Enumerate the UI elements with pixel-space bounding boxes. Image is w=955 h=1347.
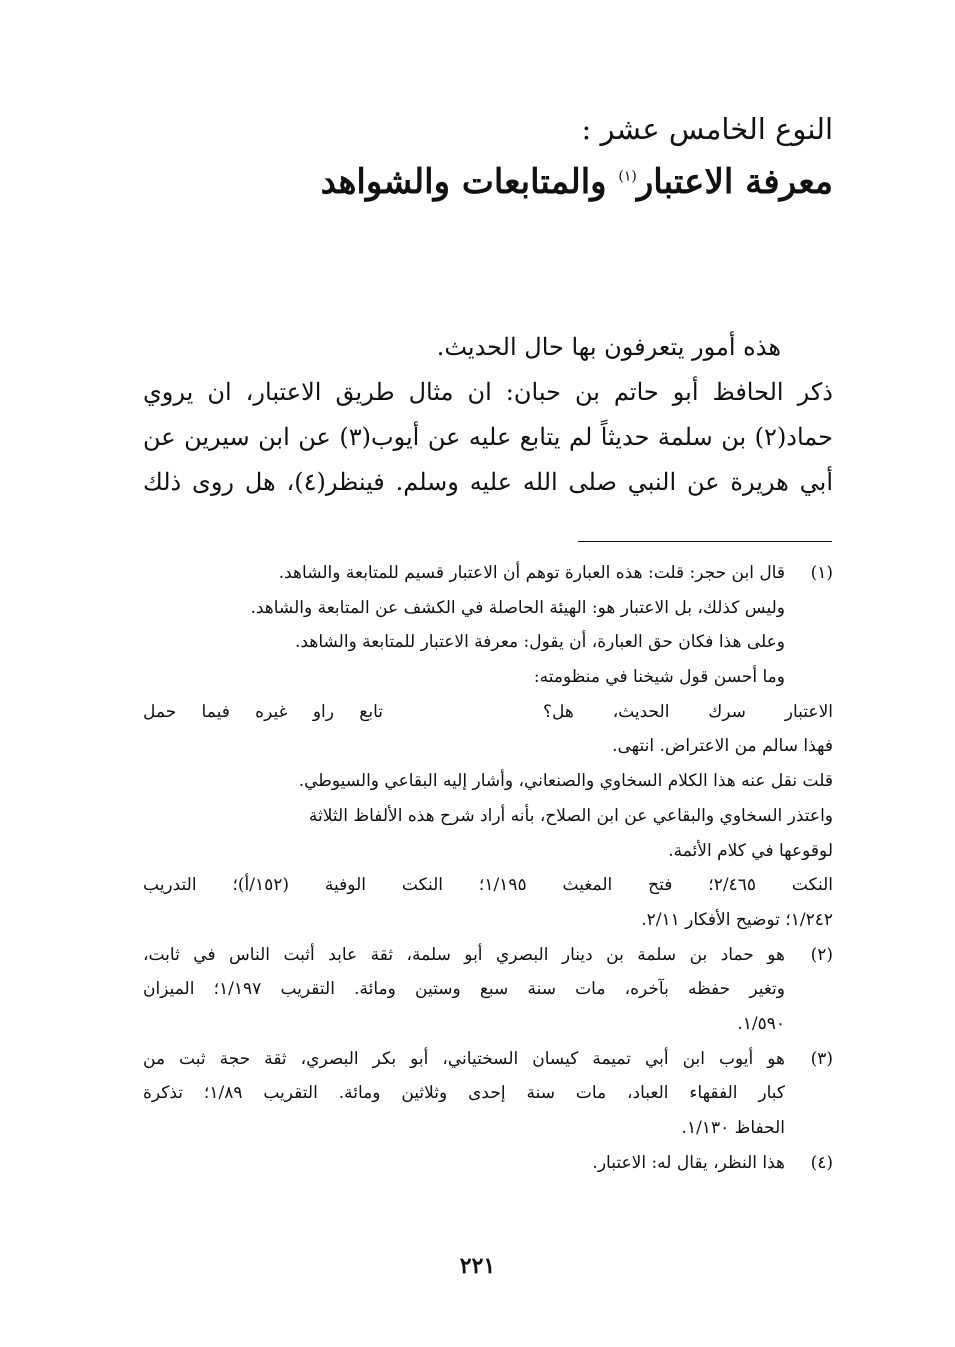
footnote-line: لوقوعها في كلام الأئمة.: [668, 840, 833, 861]
chapter-title: [321, 162, 833, 202]
footnote-line: قلت نقل عنه هذا الكلام السخاوي والصنعاني، وأشار إليه البقاعي والسيوطي.: [298, 771, 833, 792]
footnote-divider: [578, 541, 832, 542]
footnote-number: (١): [810, 563, 833, 583]
footnote-line: هو أيوب ابن أبي تميمة كيسان السختياني، أبو بكر البصري، ثقة حجة ثبت من: [143, 1048, 785, 1069]
footnote-line: فهذا سالم من الاعتراض. انتهى.: [612, 736, 833, 757]
footnote-line: هو حماد بن سلمة بن دينار البصري أبو سلمة، ثقة عابد أثبت الناس في ثابت،: [143, 944, 785, 965]
body-line: حماد(٢) بن سلمة حديثاً لم يتابع عليه عن أيوب(٣) عن ابن سيرين عن: [143, 423, 833, 451]
footnote-1-continued: [143, 729, 833, 937]
footnote-line: ١/٢٤٢؛ توضيح الأفكار ٢/١١.: [641, 909, 833, 930]
page-number: ٢٢١: [459, 1253, 496, 1279]
verse-hemistich-first: الاعتبار سرك الحديث، هل؟: [543, 701, 833, 722]
footnote-line: وتغير حفظه بآخره، مات سنة سبع وستين ومائة. التقريب ١/١٩٧؛ الميزان: [143, 979, 785, 1000]
footnote-line: الحفاظ ١/١٣٠.: [681, 1118, 785, 1138]
chapter-title-rest: والمتابعات والشواهد: [320, 162, 619, 202]
footnote-line: وما أحسن قول شيخنا في منظومته:: [533, 667, 785, 688]
chapter-number-title: النوع الخامس عشر :: [581, 112, 833, 146]
body-line: أبي هريرة عن النبي صلى الله عليه وسلم. فينظر(٤)، هل روى ذلك: [143, 468, 833, 496]
footnote-line: كبار الفقهاء العباد، مات سنة إحدى وثلاثين ومائة. التقريب ١/٨٩؛ تذكرة: [143, 1083, 785, 1104]
body-line: هذه أمور يتعرفون بها حال الحديث.: [436, 333, 781, 361]
footnote-1: [143, 556, 833, 695]
main-text: [143, 325, 833, 505]
footnote-ref-1: (١): [618, 168, 637, 185]
footnote-2: [143, 938, 833, 1042]
footnote-number: (٢): [810, 944, 833, 965]
verse-hemistich-second: تابع راو غيره فيما حمل: [143, 701, 383, 722]
footnote-number: (٣): [810, 1048, 833, 1069]
chapter-title-main: معرفة الاعتبار: [636, 162, 833, 202]
footnote-line: وليس كذلك، بل الاعتبار هو: الهيئة الحاصلة في الكشف عن المتابعة والشاهد.: [250, 597, 785, 618]
footnote-line: النكت ٢/٤٦٥؛ فتح المغيث ١/١٩٥؛ النكت الوفية (١٥٢/أ)؛ التدريب: [143, 875, 833, 896]
footnote-line: واعتذر السخاوي والبقاعي عن ابن الصلاح، بأنه أراد شرح هذه الألفاظ الثلاثة: [308, 805, 833, 826]
footnotes: [143, 556, 833, 1180]
footnote-line: ١/٥٩٠.: [737, 1013, 785, 1034]
footnote-line: وعلى هذا فكان حق العبارة، أن يقول: معرفة الاعتبار للمتابعة والشاهد.: [295, 632, 785, 653]
footnote-number: (٤): [810, 1152, 833, 1173]
body-line: ذكر الحافظ أبو حاتم بن حبان: ان مثال طريق الاعتبار، ان يروي: [143, 378, 833, 406]
footnote-line: هذا النظر، يقال له: الاعتبار.: [592, 1152, 785, 1173]
footnote-line: قال ابن حجر: قلت: هذه العبارة توهم أن الاعتبار قسيم للمتابعة والشاهد.: [278, 563, 785, 583]
footnote-4: [143, 1146, 833, 1181]
poem-verse: [143, 695, 833, 730]
footnote-3: [143, 1042, 833, 1146]
